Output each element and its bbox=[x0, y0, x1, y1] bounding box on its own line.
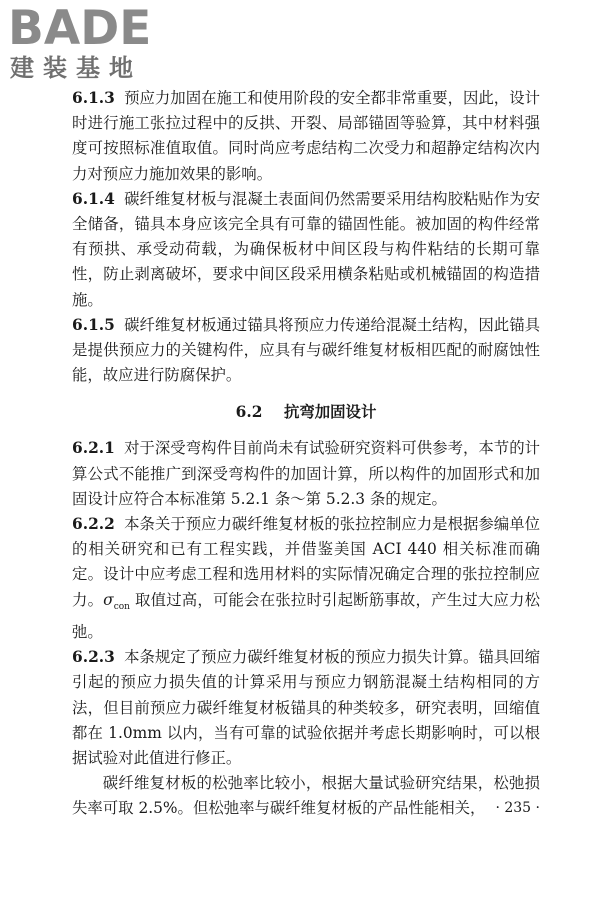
clause-6-1-3 bbox=[72, 86, 540, 187]
clause-number: 6.2.1 bbox=[72, 439, 115, 458]
clause-6-2-3 bbox=[72, 645, 540, 771]
logo-subtitle: 建装基地 bbox=[10, 54, 142, 82]
clause-number: 6.2.2 bbox=[72, 515, 115, 534]
clause-6-2-1 bbox=[72, 436, 540, 512]
clause-number: 6.1.5 bbox=[72, 315, 115, 334]
section-title: 抗弯加固设计 bbox=[283, 403, 377, 422]
clause-number: 6.1.4 bbox=[72, 189, 115, 208]
clause-text-part1: 本条关于预应力碳纤维复材板的张拉控制应力是根据参编单位的相关研究和已有工程实践，并借鉴美国 ACI 440 相关标准而确定。设计中应考虑工程和选用材料的实际情况确定合理的张拉控制应力。 bbox=[72, 515, 540, 609]
clause-number: 6.1.3 bbox=[72, 89, 115, 107]
clause-text: 对于深受弯构件目前尚未有试验研究资料可供参考，本节的计算公式不能推广到深受弯构件的加固计算，所以构件的加固形式和加固设计应符合本标准第 5.2.1 条～第 5.2.3 条的规定。 bbox=[72, 439, 540, 508]
page-number: · 235 · bbox=[495, 800, 540, 816]
clause-text: 碳纤维复材板与混凝土表面间仍然需要采用结构胶粘贴作为安全储备，锚具本身应该完全具有可靠的锚固性能。被加固的构件经常有预拱、承受动荷载，为确保板材中间区段与构件粘结的长期可靠性，防止剥离破坏，要求中间区段采用横条粘贴或机械锚固的构造措施。 bbox=[72, 189, 540, 309]
document-body bbox=[72, 86, 540, 822]
sigma-symbol: σ bbox=[103, 590, 114, 609]
clause-text: 预应力加固在施工和使用阶段的安全都非常重要，因此，设计时进行施工张拉过程中的反拱、开裂、局部锚固等验算，其中材料强度可按照标准值取值。同时尚应考虑结构二次受力和超静定结构次内力对预应力施加效果的影响。 bbox=[72, 89, 540, 183]
clause-text: 碳纤维复材板通过锚具将预应力传递给混凝土结构，因此锚具是提供预应力的关键构件，应具有与碳纤维复材板相匹配的耐腐蚀性能，故应进行防腐保护。 bbox=[72, 315, 540, 385]
clause-number: 6.2.3 bbox=[72, 648, 115, 667]
logo-wordmark: BADE bbox=[8, 1, 152, 56]
sigma-subscript: con bbox=[113, 601, 130, 612]
section-number: 6.2 bbox=[235, 403, 263, 422]
section-heading bbox=[72, 400, 540, 424]
clause-text-part2: 取值过高，可能会在张拉时引起断筋事故，产生过大应力松弛。 bbox=[72, 590, 540, 641]
clause-6-1-4 bbox=[72, 187, 540, 313]
clause-6-1-5 bbox=[72, 313, 540, 389]
clause-6-2-2 bbox=[72, 512, 540, 645]
bade-logo bbox=[8, 1, 178, 82]
clause-text: 本条规定了预应力碳纤维复材板的预应力损失计算。锚具回缩引起的预应力损失值的计算采用与预应力钢筋混凝土结构相同的方法，但目前预应力碳纤维复材板锚具的种类较多，研究表明，回缩值都在 1.0mm 以内，当有可靠的试验依据并考虑长期影响时，可以根据试验对此值进行修正。 bbox=[72, 648, 540, 767]
continuation-paragraph: 碳纤维复材板的松弛率比较小，根据大量试验研究结果，松弛损失率可取 2.5%。但松弛率与碳纤维复材板的产品性能相关， bbox=[72, 774, 540, 818]
